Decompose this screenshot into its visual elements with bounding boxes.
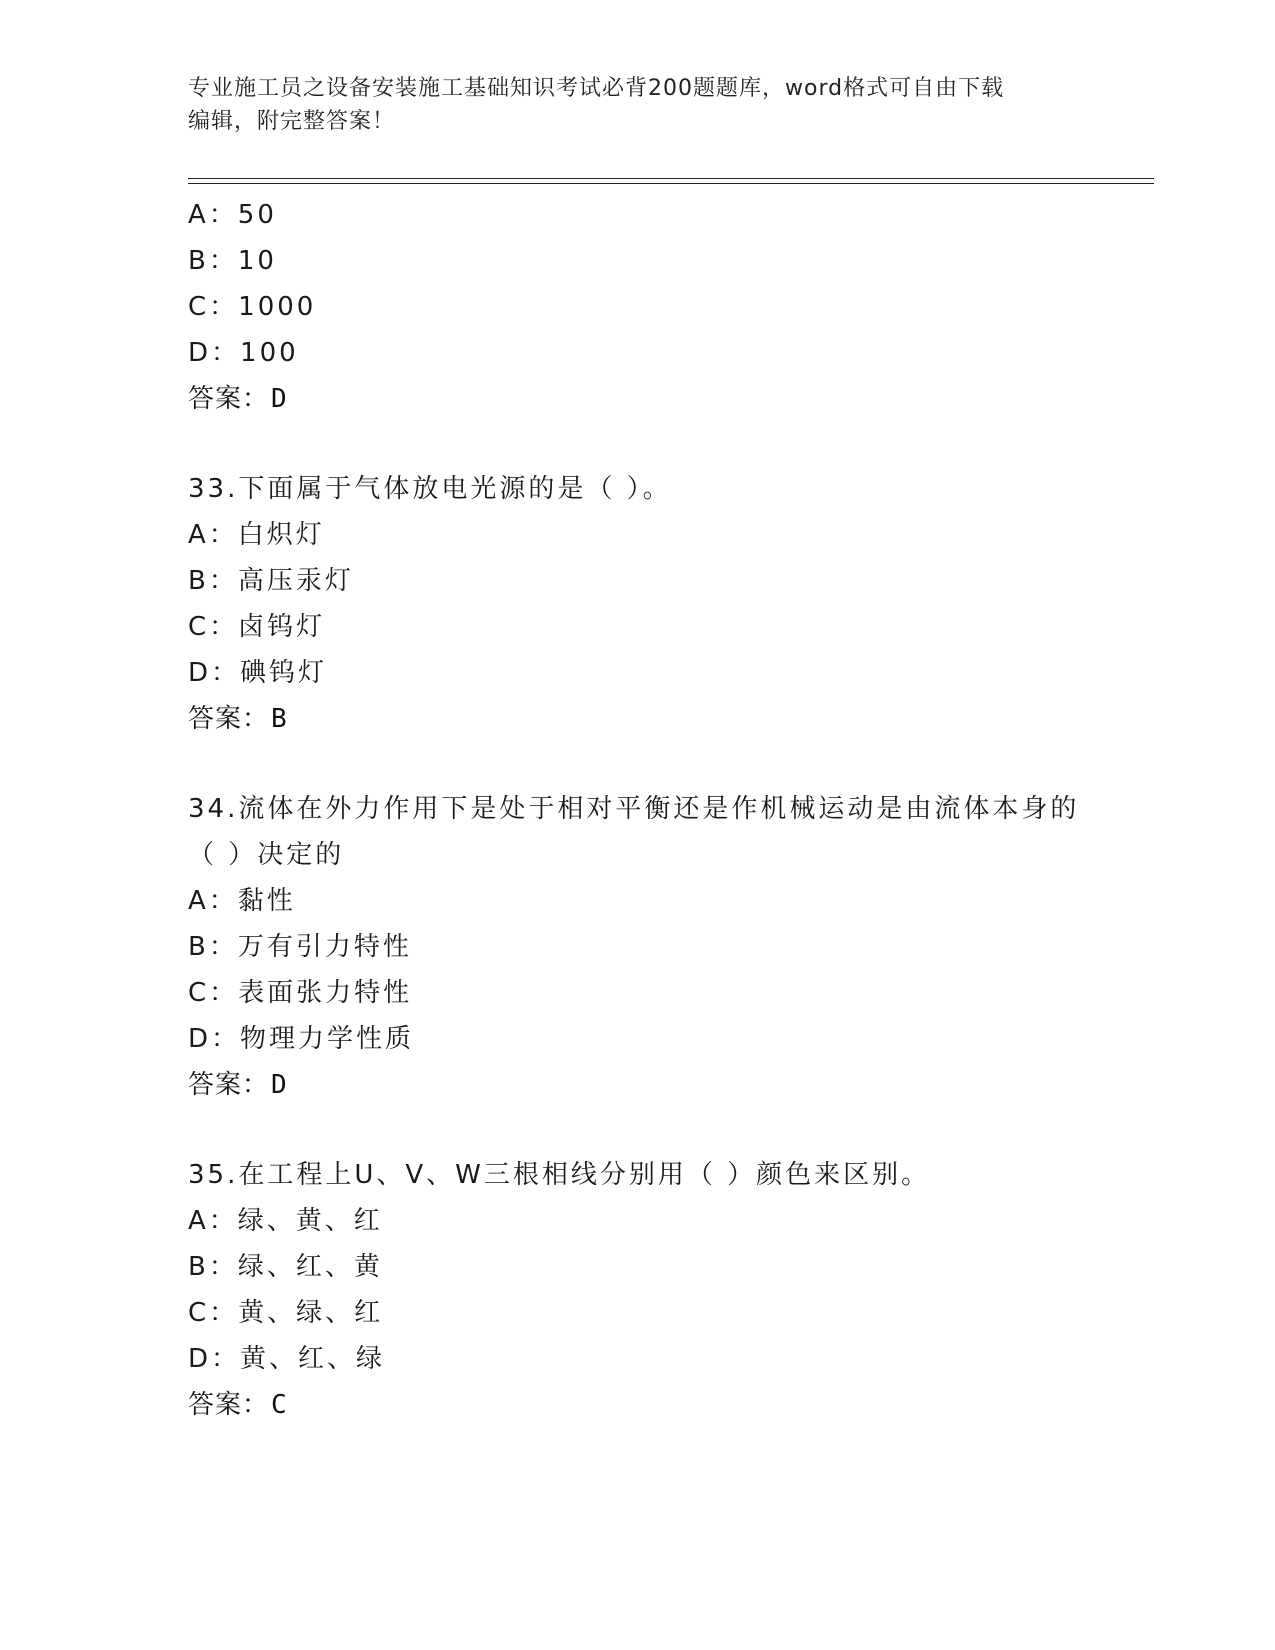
question-stem	[188, 1152, 1148, 1198]
answer-label: 答案：	[188, 1070, 270, 1100]
answer-line	[188, 696, 1148, 742]
question-block	[188, 466, 1148, 742]
question-stem	[188, 786, 1148, 832]
question-stem	[188, 466, 1148, 512]
answer-label: 答案：	[188, 704, 270, 734]
question-block	[188, 786, 1148, 1108]
option-c: C：黄、绿、红	[188, 1298, 384, 1328]
header-divider-top	[188, 178, 1154, 179]
option-c: C：卤钨灯	[188, 612, 326, 642]
question-number: 33.	[188, 474, 239, 504]
header-title-line1: 专业施工员之设备安装施工基础知识考试必背200题题库，word格式可自由下载	[188, 76, 1005, 101]
option-a: A：绿、黄、红	[188, 1206, 383, 1236]
question-text: 流体在外力作用下是处于相对平衡还是作机械运动是由流体本身的	[238, 794, 1080, 824]
question-list	[188, 192, 1148, 1428]
option-d: D：物理力学性质	[188, 1024, 415, 1054]
answer-line	[188, 376, 1148, 422]
header-title-line2: 编辑，附完整答案！	[188, 109, 396, 134]
option-d: D：黄、红、绿	[188, 1344, 386, 1374]
option-c: C：1000	[188, 292, 317, 322]
option-a: A：白炽灯	[188, 520, 325, 550]
option-d: D：碘钨灯	[188, 658, 328, 688]
answer-value: D	[271, 1070, 288, 1100]
answer-value: B	[271, 704, 288, 734]
question-number: 35.	[188, 1160, 239, 1190]
option-b: B：高压汞灯	[188, 566, 354, 596]
option-a: A：黏性	[188, 886, 296, 916]
option-b: B：绿、红、黄	[188, 1252, 383, 1282]
option-b: B：10	[188, 246, 277, 276]
question-text: 在工程上U、V、W三根相线分别用（ ）颜色来区别。	[238, 1160, 931, 1190]
header-divider-bottom	[188, 183, 1154, 184]
question-number: 34.	[188, 794, 239, 824]
option-c: C：表面张力特性	[188, 978, 413, 1008]
answer-line	[188, 1062, 1148, 1108]
question-stem-continued: （ ）决定的	[188, 840, 345, 870]
question-text: 下面属于气体放电光源的是（ ）。	[238, 474, 672, 504]
question-block	[188, 192, 1148, 422]
answer-label: 答案：	[188, 384, 270, 414]
answer-line	[188, 1382, 1148, 1428]
answer-label: 答案：	[188, 1390, 270, 1420]
document-header	[188, 72, 1088, 138]
option-d: D：100	[188, 338, 299, 368]
answer-value: D	[271, 384, 288, 414]
question-block	[188, 1152, 1148, 1428]
option-a: A：50	[188, 200, 277, 230]
option-b: B：万有引力特性	[188, 932, 412, 962]
answer-value: C	[271, 1390, 288, 1420]
